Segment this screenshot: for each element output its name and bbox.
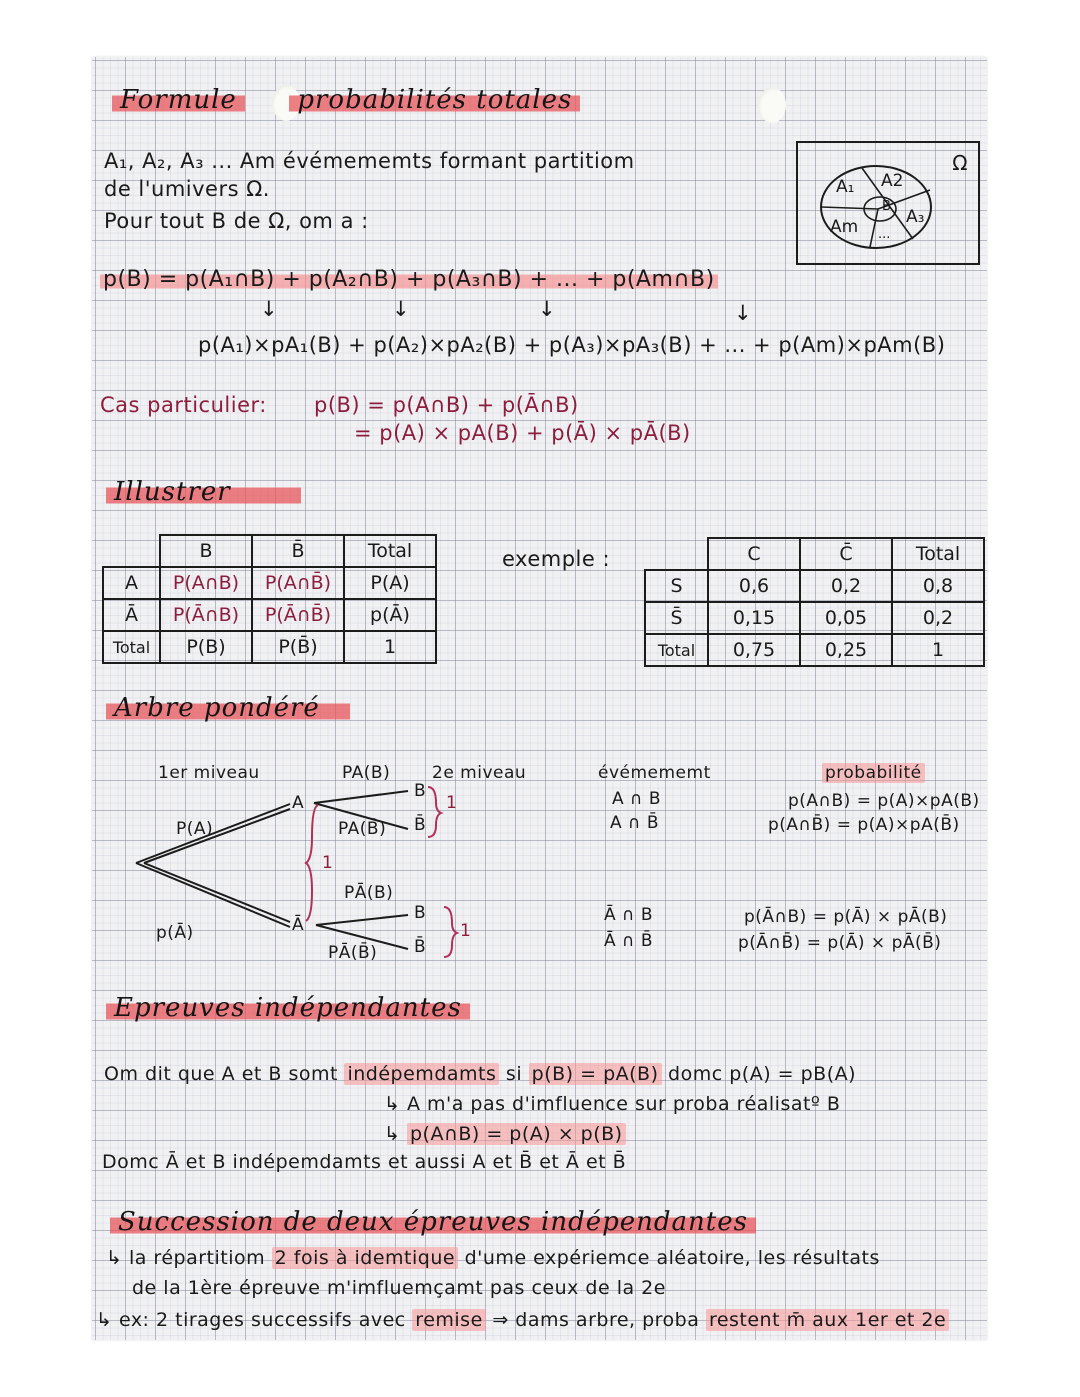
outcome-prob-1: p(A∩B) = p(A)×pA(B) (788, 791, 980, 811)
outcome-event-3: Ā ∩ B (604, 905, 654, 925)
venn-label-am: Am (830, 217, 859, 237)
outcome-event-1: A ∩ B (612, 789, 662, 809)
punch-hole-right (758, 87, 786, 123)
outcome-event-4: Ā ∩ B̄ (604, 931, 654, 951)
table-cell: P(A∩B̄) (252, 567, 344, 599)
leaf-b-bar-from-a-bar: B̄ (414, 937, 427, 957)
table-cell: P(Ā∩B) (160, 599, 252, 631)
branch-label-pabar-b-bar: PĀ(B̄) (328, 943, 378, 963)
table-header-cell: C̄ (800, 538, 892, 570)
venn-label-b: B (882, 199, 891, 214)
outcome-prob-3: p(Ā∩B) = p(Ā) × pĀ(B) (744, 907, 948, 927)
independence-definition-line: Om dit que A et B somt indépemdamts si p(B) = pA(B) domc p(A) = pB(A) (104, 1063, 857, 1085)
contingency-table-general (102, 534, 437, 664)
venn-label-ellipsis: ... (878, 227, 891, 242)
formula-total-probability: p(B) = p(A₁∩B) + p(A₂∩B) + p(A₃∩B) + ... + p(Am∩B) (100, 267, 718, 292)
venn-label-a2: A2 (881, 171, 904, 191)
venn-diagram (796, 141, 980, 265)
leaf-b-bar-from-a: B̄ (414, 815, 427, 835)
venn-label-a1: A₁ (836, 177, 855, 197)
branch-label-pa-b: PA(B) (342, 763, 391, 783)
special-case-line-2: = p(A) × pA(B) + p(Ā) × pĀ(B) (354, 421, 691, 445)
table-cell: 0,8 (892, 570, 984, 602)
table-cell: P(Ā∩B̄) (252, 599, 344, 631)
arrow-3: ↓ (538, 297, 557, 321)
table-cell: 0,25 (800, 634, 892, 666)
highlight-same-probabilities: restent m̄ aux 1er et 2e (706, 1309, 949, 1331)
table-cell: p(Ā) (344, 599, 436, 631)
contingency-table-example (644, 537, 985, 667)
table-cell: 0,6 (708, 570, 800, 602)
section-title-total-probability (112, 85, 580, 115)
table-row (103, 631, 436, 663)
independence-product-line: ↳ p(A∩B) = p(A) × p(B) (384, 1123, 626, 1145)
title-part-formule: Formule (112, 85, 245, 115)
table-row-label: Total (645, 634, 708, 666)
table-row-label: Total (103, 631, 160, 663)
table-cell: 1 (344, 631, 436, 663)
table-row-label: S (645, 570, 708, 602)
highlight-independants: indépemdamts (344, 1063, 499, 1085)
table-cell: 0,2 (892, 602, 984, 634)
outcome-event-2: A ∩ B̄ (610, 813, 660, 833)
table-cell: 0,15 (708, 602, 800, 634)
grid-paper-sheet (92, 57, 987, 1340)
probability-column-header: probabilité (822, 763, 925, 783)
table-cell: P(B) (160, 631, 252, 663)
table-cell: 0,2 (800, 570, 892, 602)
independence-note-line: ↳ A m'a pas d'imfluence sur proba réalisatº B (384, 1093, 841, 1115)
sum-label-level-1: 1 (322, 853, 334, 873)
table-row-label: S̄ (645, 602, 708, 634)
branch-label-p-a: P(A) (176, 819, 214, 839)
table-header-row (645, 538, 984, 570)
succession-line-1: ↳ la répartitiom 2 fois à idemtique d'ume expériemce aléatoire, les résultats (106, 1247, 880, 1269)
succession-line-2: de la 1ère épreuve m'imfluemçamt pas ceux de la 2e (132, 1277, 666, 1299)
table-row (103, 599, 436, 631)
universe-omega-label: Ω (952, 151, 968, 175)
example-label: exemple : (502, 547, 611, 571)
table-row (645, 602, 984, 634)
special-case-label: Cas particulier: (100, 393, 267, 417)
branch-label-pabar-b: PĀ(B) (344, 883, 394, 903)
table-header-cell: Total (344, 535, 436, 567)
table-cell: 0,05 (800, 602, 892, 634)
table-header-cell: Total (892, 538, 984, 570)
intro-line-1: A₁, A₂, A₃ ... Am évémememts formant partitiom (104, 149, 635, 173)
highlight-independence-condition: p(B) = pA(B) (529, 1063, 662, 1085)
section-title-illustrate: Illustrer (106, 477, 301, 507)
table-corner (103, 535, 160, 567)
formula-expanded: p(A₁)×pA₁(B) + p(A₂)×pA₂(B) + p(A₃)×pA₃(B) + ... + p(Am)×pAm(B) (198, 333, 946, 357)
table-cell: P(B̄) (252, 631, 344, 663)
outcome-prob-2: p(A∩B̄) = p(A)×pA(B̄) (768, 815, 960, 835)
venn-label-a3: A₃ (906, 207, 925, 227)
table-row-label: Ā (103, 599, 160, 631)
table-row (645, 570, 984, 602)
independence-consequence-line: Domc Ā et B indépemdamts et aussi A et B̄ et Ā et B̄ (102, 1151, 627, 1173)
leaf-b-from-a-bar: B (414, 903, 427, 923)
level-1-label: 1er miveau (158, 763, 260, 783)
arrow-1: ↓ (260, 297, 279, 321)
succession-line-3: ↳ ex: 2 tirages successifs avec remise ⇒ dams arbre, proba restent m̄ aux 1er et 2e (96, 1309, 949, 1331)
section-title-independent: Epreuves indépendantes (106, 993, 470, 1023)
branch-label-p-a-bar: p(Ā) (156, 923, 194, 943)
sum-label-a-bar-branches: 1 (460, 921, 472, 941)
table-header-cell: B (160, 535, 252, 567)
table-cell: P(A) (344, 567, 436, 599)
leaf-b-from-a: B (414, 781, 427, 801)
node-a-bar: Ā (292, 915, 305, 935)
table-header-row (103, 535, 436, 567)
table-header-cell: B̄ (252, 535, 344, 567)
node-a: A (292, 793, 305, 813)
table-row-label: A (103, 567, 160, 599)
level-2-label: 2e miveau (432, 763, 527, 783)
title-part-probabilites-totales: probabilités totales (289, 85, 580, 115)
table-header-cell: C (708, 538, 800, 570)
table-corner (645, 538, 708, 570)
table-row (103, 567, 436, 599)
table-cell: 1 (892, 634, 984, 666)
section-title-succession: Succession de deux épreuves indépendantes (110, 1207, 756, 1237)
highlight-product-rule: p(A∩B) = p(A) × p(B) (407, 1123, 626, 1145)
arrow-4: ↓ (734, 301, 753, 325)
intro-line-3: Pour tout B de Ω, om a : (104, 209, 369, 233)
arrow-2: ↓ (392, 297, 411, 321)
intro-line-2: de l'umivers Ω. (104, 177, 270, 201)
section-title-weighted-tree: Arbre pondéré (106, 693, 350, 723)
event-column-header: évémememt (598, 763, 711, 783)
highlight-repetition: 2 fois à idemtique (272, 1247, 458, 1269)
highlight-remise: remise (412, 1309, 485, 1331)
sum-label-a-branches: 1 (446, 793, 458, 813)
table-cell: 0,75 (708, 634, 800, 666)
branch-label-pa-b-bar: PA(B̄) (338, 819, 387, 839)
table-cell: P(A∩B) (160, 567, 252, 599)
table-row (645, 634, 984, 666)
outcome-prob-4: p(Ā∩B̄) = p(Ā) × pĀ(B̄) (738, 933, 942, 953)
special-case-line-1: p(B) = p(A∩B) + p(Ā∩B) (314, 393, 579, 417)
